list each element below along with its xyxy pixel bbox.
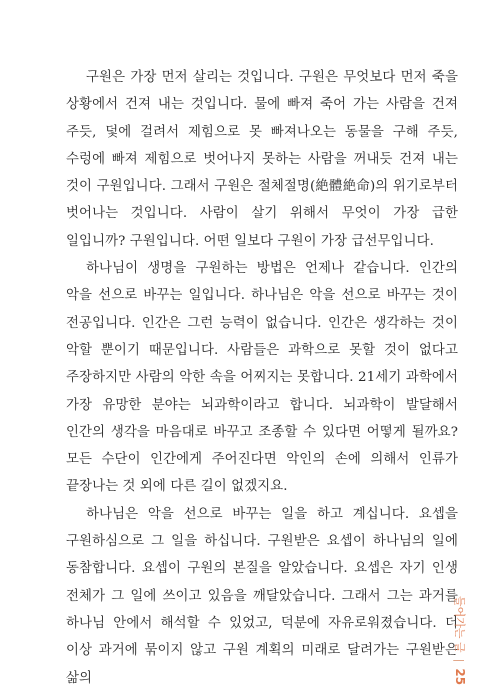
paragraph-2: 하나님이 생명을 구원하는 방법은 언제나 같습니다. 인간의 악을 선으로 바꾸는 일입니다. 하나님은 악을 선으로 바꾸는 것이 전공입니다. 인간은 그런 능력이 없습니다. 인간은 생각하는 것이 악할 뿐이기 때문입니다. 사람들은 과학으로 못할 것이 없다고 주장하지만 사람의 악한 속을 어찌지는 못합니다. 21세기 과학에서 가장 유망한 분야는 뇌과학이라고 합니다. 뇌과학이 발달해서 인간의 생각을 마음대로 바꾸고 조종할 수 있다면 어떻게 될까요? 모든 수단이 인간에게 주어진다면 악인의 손에 의해서 인류가 끝장나는 것 외에 다른 길이 없겠지요. [66, 261, 458, 495]
paragraph-1: 구원은 가장 먼저 살리는 것입니다. 구원은 무엇보다 먼저 죽을 상황에서 건져 내는 것입니다. 물에 빠져 죽어 가는 사람을 건져 주듯, 덫에 걸려서 제힘으로 못 빠져나오는 동물을 구해 주듯, 수렁에 빠져 제힘으로 벗어나지 못하는 사람을 꺼내듯 건져 내는 것이 구원입니다. 그래서 구원은 절체절명(絶體絶命)의 위기로부터 벗어나는 것입니다. 사람이 살기 위해서 무엇이 가장 급한 일입니까? 구원입니다. 어떤 일보다 구원이 가장 급선무입니다. [66, 70, 458, 249]
paragraph-3: 하나님은 악을 선으로 바꾸는 일을 하고 계십니다. 요셉을 구원하심으로 그 일을 하십니다. 구원받은 요셉이 하나님의 일에 동참합니다. 요셉이 구원의 본질을 알았습니다. 요셉은 자기 인생 전체가 그 일에 쓰이고 있음을 깨달았습니다. 그래서 그는 과거를 하나님 안에서 해석할 수 있었고, 덕분에 자유로워졌습니다. 더 이상 과거에 묶이지 않고 구원 계획의 미래로 달려가는 구원받은 삶의 [66, 506, 458, 686]
page-footer [452, 596, 468, 685]
section-title: 들어가는 글 [453, 596, 466, 653]
body-text [66, 64, 458, 692]
page-number: 25 [453, 668, 467, 686]
footer-separator: | [453, 658, 466, 663]
